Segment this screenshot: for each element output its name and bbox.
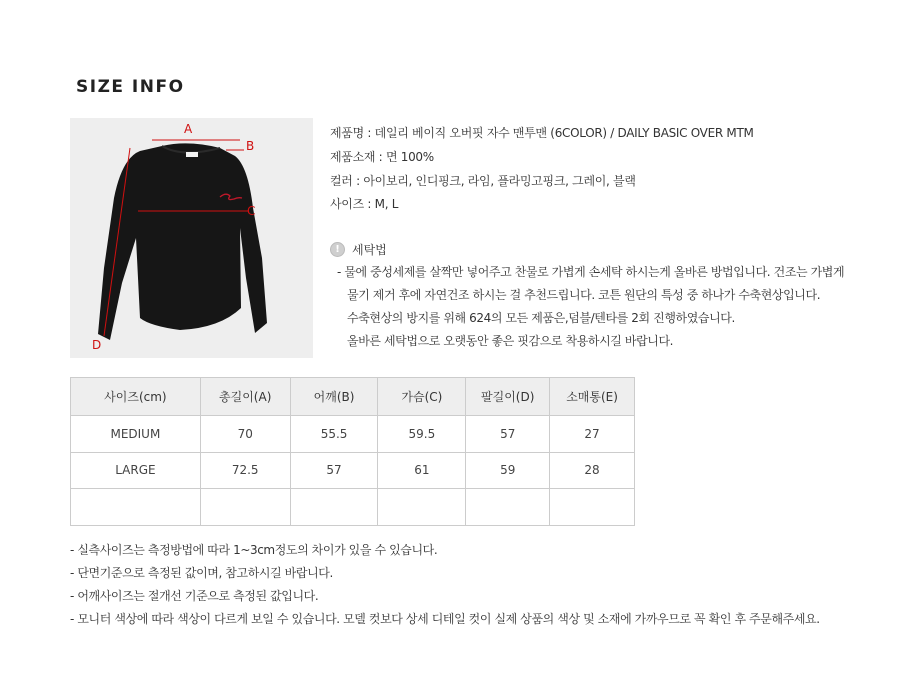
measure-label-b: B (246, 139, 255, 153)
table-cell: 28 (550, 452, 635, 489)
product-colors: 컬러 : 아이보리, 인디핑크, 라임, 플라밍고핑크, 그레이, 블랙 (330, 174, 636, 188)
wash-instruction-line: - 물에 중성세제를 살짝만 넣어주고 찬물로 가볍게 손세탁 하시는게 올바른 방법입니다. 건조는 가볍게 (337, 265, 845, 279)
table-cell (200, 489, 290, 526)
size-name-cell: MEDIUM (71, 416, 201, 453)
size-name-cell: LARGE (71, 452, 201, 489)
table-cell (290, 489, 378, 526)
product-measurement-photo (70, 118, 313, 358)
table-cell: 57 (290, 452, 378, 489)
size-table-header-row (71, 378, 635, 416)
table-cell: 59.5 (378, 416, 466, 453)
header-sleeve-width: 소매통(E) (550, 378, 635, 416)
table-cell: 61 (378, 452, 466, 489)
header-size: 사이즈(cm) (71, 378, 201, 416)
table-cell (466, 489, 550, 526)
header-total-length: 총길이(A) (200, 378, 290, 416)
table-cell: 55.5 (290, 416, 378, 453)
header-sleeve-length: 팔길이(D) (466, 378, 550, 416)
sweatshirt-body (98, 143, 267, 340)
size-note: - 어깨사이즈는 절개선 기준으로 측정된 값입니다. (70, 589, 319, 603)
wash-instruction-line: 올바른 세탁법으로 오랫동안 좋은 핏감으로 착용하시길 바랍니다. (347, 334, 674, 348)
table-row (71, 452, 635, 489)
table-cell: 59 (466, 452, 550, 489)
exclamation-icon: ! (330, 242, 345, 257)
section-title: SIZE INFO (76, 77, 185, 97)
measure-label-c: C (247, 204, 256, 218)
size-note: - 모니터 색상에 따라 색상이 다르게 보일 수 있습니다. 모델 컷보다 상세 디테일 컷이 실제 상품의 색상 및 소재에 가까우므로 꼭 확인 후 주문해주세요. (70, 612, 820, 626)
header-chest: 가슴(C) (378, 378, 466, 416)
table-cell: 57 (466, 416, 550, 453)
table-cell: 70 (200, 416, 290, 453)
measure-label-a: A (184, 122, 193, 136)
size-note: - 실측사이즈는 측정방법에 따라 1~3cm정도의 차이가 있을 수 있습니다. (70, 543, 438, 557)
wash-instruction-line: 물기 제거 후에 자연건조 하시는 걸 추천드립니다. 코튼 원단의 특성 중 하나가 수축현상입니다. (347, 288, 821, 302)
table-cell: 72.5 (200, 452, 290, 489)
sweatshirt-illustration (70, 118, 313, 358)
size-table (70, 377, 635, 526)
header-shoulder: 어깨(B) (290, 378, 378, 416)
size-note: - 단면기준으로 측정된 값이며, 참고하시길 바랍니다. (70, 566, 333, 580)
wash-title: 세탁법 (352, 242, 387, 257)
table-row (71, 489, 635, 526)
table-row (71, 416, 635, 453)
table-cell (378, 489, 466, 526)
wash-instruction-line: 수축현상의 방지를 위해 624의 모든 제품은,덤블/텐타를 2회 진행하였습니다. (347, 311, 735, 325)
product-material: 제품소재 : 면 100% (330, 150, 434, 164)
measure-label-d: D (92, 338, 102, 352)
wash-section-heading (330, 240, 387, 258)
product-name: 제품명 : 데일리 베이직 오버핏 자수 맨투맨 (6COLOR) / DAILY BASIC OVER MTM (330, 126, 754, 140)
size-name-cell (71, 489, 201, 526)
product-sizes: 사이즈 : M, L (330, 197, 399, 211)
table-cell: 27 (550, 416, 635, 453)
table-cell (550, 489, 635, 526)
sweatshirt-label-tag (186, 152, 198, 157)
